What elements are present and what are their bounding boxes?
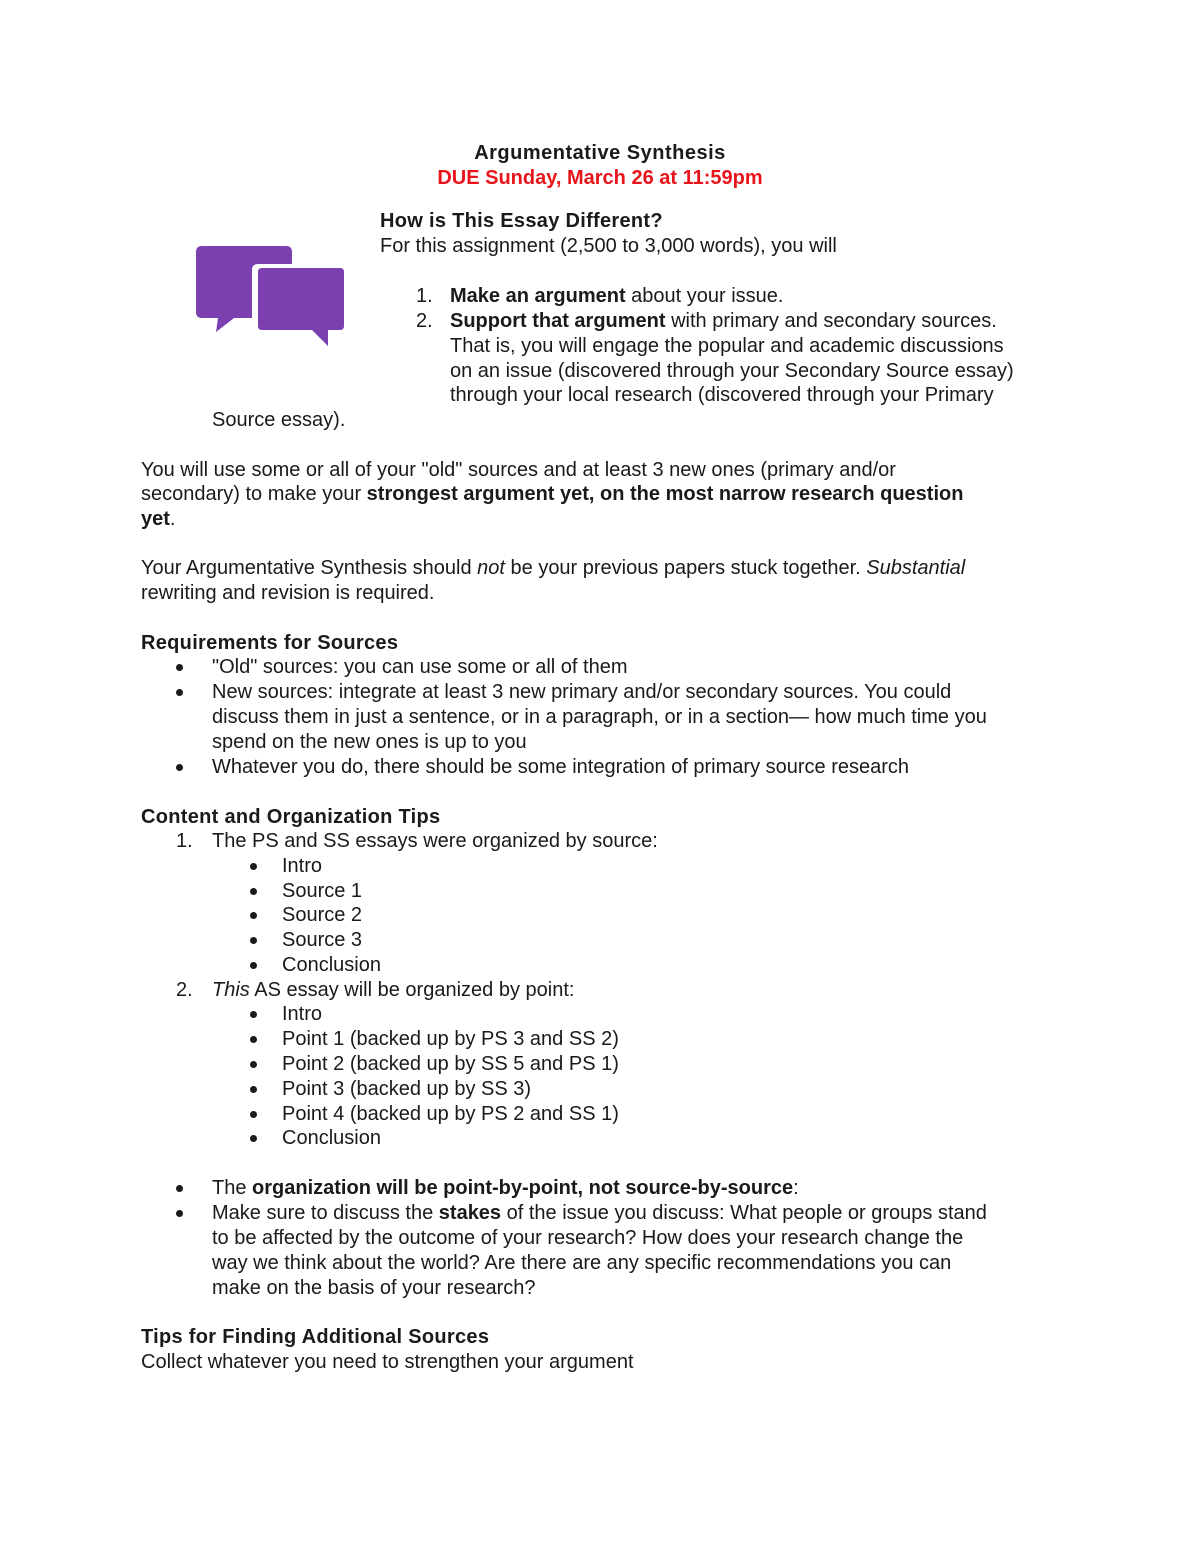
intro-item-2-bold: Support that argument (450, 310, 666, 332)
content-item-2-sub-6: Conclusion (282, 1127, 381, 1149)
content-item-1-sub-3: Source 2 (282, 904, 363, 926)
intro-cont-line-1: That is, you will engage the popular and academic discussions (450, 335, 1004, 357)
intro-cont-line-2: on an issue (discovered through your Secondary Source essay) (450, 360, 1014, 382)
content-item-2-sub-1: Intro (282, 1003, 323, 1025)
para2-line1 (141, 556, 965, 581)
content-item-2 (212, 978, 574, 1003)
document-title: Argumentative Synthesis (474, 142, 726, 164)
tips-heading: Tips for Finding Additional Sources (141, 1326, 490, 1348)
intro-lead: For this assignment (2,500 to 3,000 words), you will (380, 235, 837, 257)
content-item-1: The PS and SS essays were organized by source: (212, 830, 658, 852)
intro-list-number-2: 2. (416, 310, 433, 332)
bullet-icon (250, 962, 257, 969)
content-item-1-sub-4: Source 3 (282, 929, 363, 951)
para2-line2: rewriting and revision is required. (141, 582, 435, 604)
intro-list-item-2 (450, 309, 997, 334)
content-item-2-sub-3: Point 2 (backed up by SS 5 and PS 1) (282, 1053, 619, 1075)
bullet-icon (250, 1011, 257, 1018)
intro-cont-line-3: through your local research (discovered through your Primary (450, 384, 994, 406)
content-bullet-2-line-3: way we think about the world? Are there are any specific recommendations you can (212, 1252, 952, 1274)
para1-line1: You will use some or all of your "old" sources and at least 3 new ones (primary and/or (141, 459, 896, 481)
intro-heading: How is This Essay Different? (380, 210, 663, 232)
para1-line2 (141, 482, 963, 507)
para1-line3-bold: yet (141, 508, 170, 530)
intro-list-number-1: 1. (416, 285, 433, 307)
bullet-icon (250, 863, 257, 870)
para2-em-1: not (477, 557, 505, 579)
requirements-heading: Requirements for Sources (141, 632, 399, 654)
content-item-1-sub-1: Intro (282, 855, 323, 877)
intro-item-1-rest: about your issue. (625, 285, 784, 307)
content-list-number-1: 1. (176, 830, 193, 852)
para2-text-2: be your previous papers stuck together. (504, 557, 867, 579)
bullet-icon (250, 888, 257, 895)
requirement-item-2-line-3: spend on the new ones is up to you (212, 731, 527, 753)
content-item-2-sub-5: Point 4 (backed up by PS 2 and SS 1) (282, 1103, 619, 1125)
para1-line2-bold: strongest argument yet, on the most narrow research question (366, 483, 964, 505)
requirement-item-2-line-2: discuss them in just a sentence, or in a paragraph, or in a section— how much time you (212, 706, 987, 728)
bullet-icon (250, 1111, 257, 1118)
intro-list-item-1 (450, 284, 783, 309)
bullet-icon (176, 1210, 183, 1217)
content-bullet-2-pre: Make sure to discuss the (212, 1202, 439, 1224)
content-item-1-sub-5: Conclusion (282, 954, 381, 976)
content-bullet-1 (212, 1176, 799, 1201)
content-item-1-sub-2: Source 1 (282, 880, 363, 902)
para1-line2-plain: secondary) to make your (141, 483, 367, 505)
content-heading: Content and Organization Tips (141, 806, 441, 828)
content-bullet-1-post: : (793, 1177, 799, 1199)
requirement-item-3: Whatever you do, there should be some integration of primary source research (212, 756, 910, 778)
bullet-icon (250, 1061, 257, 1068)
content-item-2-em: This (212, 979, 250, 1001)
content-item-2-text: AS essay will be organized by point: (249, 979, 575, 1001)
bullet-icon (250, 912, 257, 919)
intro-wrap-line: Source essay). (212, 409, 346, 431)
requirement-item-1: "Old" sources: you can use some or all of them (212, 656, 628, 678)
intro-item-1-bold: Make an argument (450, 285, 626, 307)
content-bullet-2-line-4: make on the basis of your research? (212, 1277, 536, 1299)
para2-text-1: Your Argumentative Synthesis should (141, 557, 478, 579)
speech-bubbles-icon (196, 246, 350, 354)
content-item-2-sub-4: Point 3 (backed up by SS 3) (282, 1078, 532, 1100)
content-bullet-2-bold: stakes (438, 1202, 502, 1224)
requirement-item-2-line-1: New sources: integrate at least 3 new primary and/or secondary sources. You could (212, 681, 952, 703)
para2-em-2: Substantial (866, 557, 966, 579)
intro-item-2-rest: with primary and secondary sources. (665, 310, 997, 332)
para1-line3-plain: . (169, 508, 176, 530)
content-list-number-2: 2. (176, 979, 193, 1001)
bullet-icon (250, 1135, 257, 1142)
bullet-icon (176, 689, 183, 696)
content-item-2-sub-2: Point 1 (backed up by PS 3 and SS 2) (282, 1028, 619, 1050)
tips-text: Collect whatever you need to strengthen your argument (141, 1351, 634, 1373)
para1-line3 (141, 507, 175, 532)
content-bullet-2-line-2: to be affected by the outcome of your research? How does your research change the (212, 1227, 964, 1249)
content-bullet-2-post: of the issue you discuss: What people or groups stand (501, 1202, 987, 1224)
content-bullet-1-pre: The (212, 1177, 253, 1199)
content-bullet-1-bold: organization will be point-by-point, not source-by-source (252, 1177, 794, 1199)
bullet-icon (250, 937, 257, 944)
bullet-icon (176, 764, 183, 771)
content-bullet-2-line-1 (212, 1201, 987, 1226)
due-date: DUE Sunday, March 26 at 11:59pm (437, 167, 763, 189)
bullet-icon (250, 1086, 257, 1093)
bullet-icon (176, 664, 183, 671)
bullet-icon (176, 1185, 183, 1192)
bullet-icon (250, 1036, 257, 1043)
